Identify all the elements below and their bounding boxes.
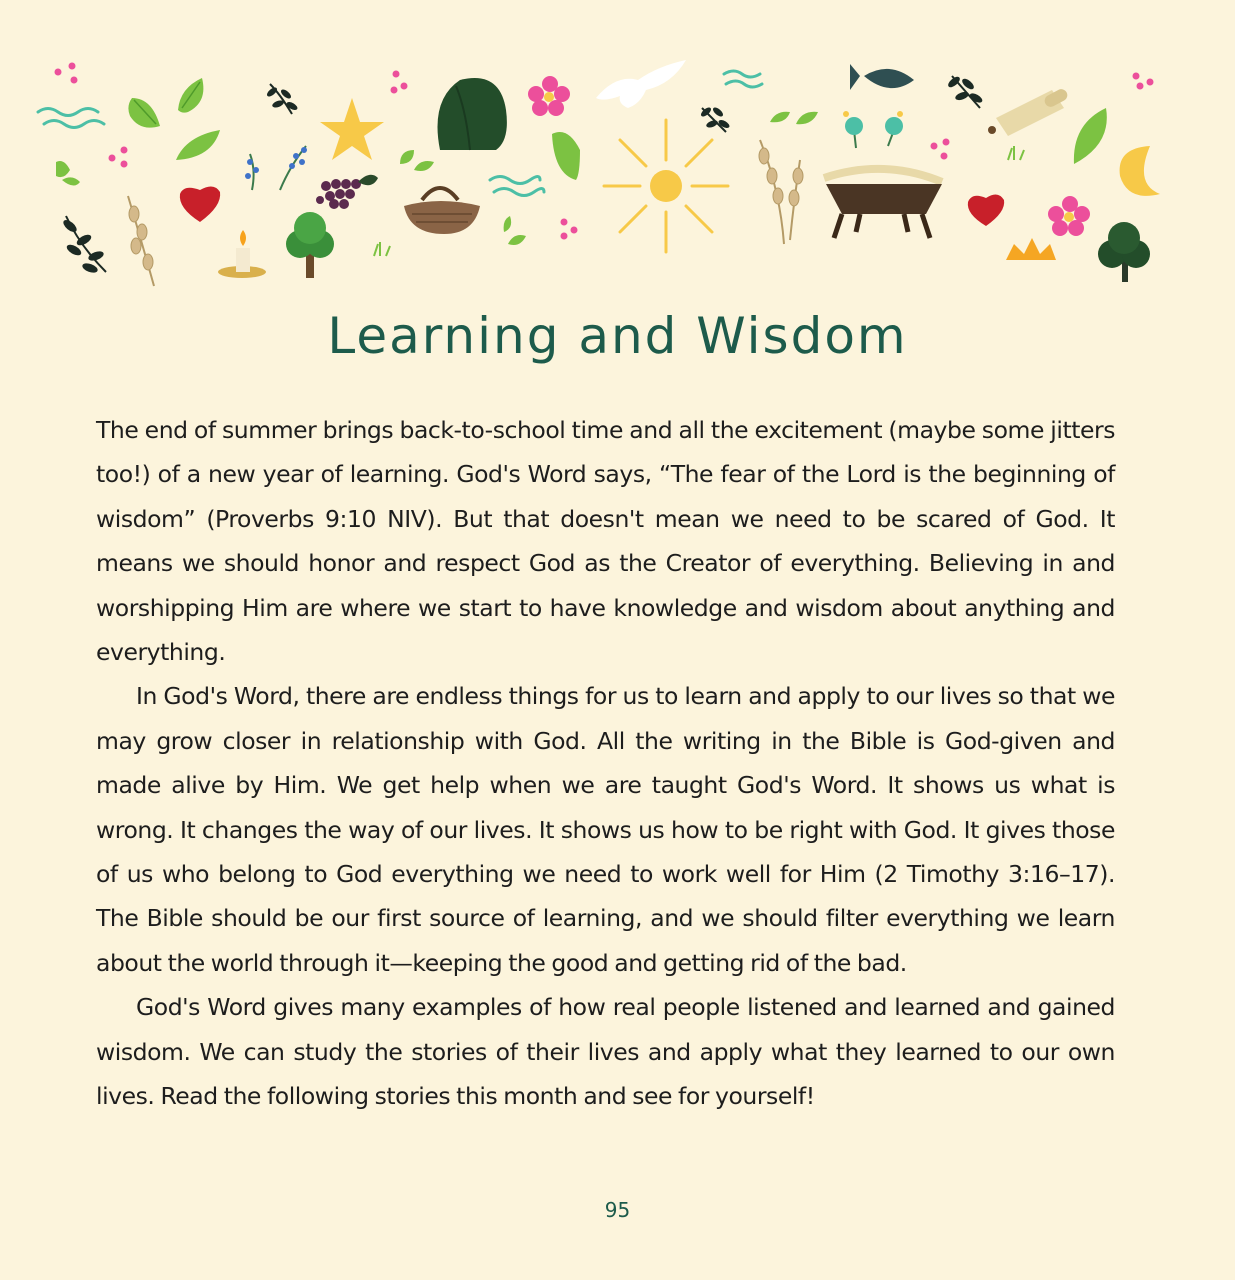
leaf-icon bbox=[176, 130, 220, 160]
sprig-icon bbox=[699, 106, 730, 132]
body-text bbox=[96, 408, 1115, 1119]
heart-icon bbox=[180, 186, 220, 222]
grapes-icon bbox=[316, 175, 378, 209]
paragraph: God's Word gives many examples of how real people listened and learned and gained wisdom. We can study the stories of their lives and apply what they learned to our own lives. Read the following stories this month and see for yourself! bbox=[96, 993, 1115, 1111]
leaf-icon bbox=[552, 132, 580, 180]
candle-icon bbox=[218, 230, 266, 278]
paragraph: The end of summer brings back-to-school time and all the excitement (maybe some jitters too!) of a new year of learning. God's Word says, “The fear of the Lord is the beginning of wisdom” (Proverbs 9:10 NIV). But that doesn't mean we need to be scared of God. It means we should honor and respect God as the Creator of everything. Believing in and worshipping Him are where we start to have knowledge and wisdom about anything and everything. bbox=[96, 416, 1115, 667]
flower-icon bbox=[1048, 196, 1090, 236]
moon-icon bbox=[1120, 146, 1160, 196]
crown-icon bbox=[1006, 238, 1056, 260]
wheat-icon bbox=[759, 140, 803, 244]
decorative-banner bbox=[0, 0, 1235, 300]
manger-icon bbox=[824, 169, 942, 238]
large-leaf-icon bbox=[438, 78, 507, 150]
leaf-icon bbox=[56, 161, 80, 186]
leaf-icon bbox=[178, 78, 203, 113]
star-icon bbox=[320, 98, 384, 160]
tree-icon bbox=[286, 212, 334, 278]
bud-icon bbox=[843, 111, 903, 148]
sun-icon bbox=[604, 120, 728, 252]
wave-icon bbox=[38, 109, 104, 128]
leaf-icon bbox=[1074, 108, 1107, 164]
sprig-icon bbox=[61, 216, 106, 274]
dove-icon bbox=[596, 60, 686, 108]
bud-icon bbox=[245, 146, 307, 190]
basket-icon bbox=[404, 188, 480, 234]
sprig-icon bbox=[265, 84, 298, 114]
page-number: 95 bbox=[604, 1198, 631, 1222]
paragraph: In God's Word, there are endless things for us to learn and apply to our lives so that we may grow closer in relationship with God. All the writing in the Bible is God-given and made alive by Him. We get help when we are taught God's Word. It shows us what is wrong. It changes the way of our lives. It shows us how to be right with God. It gives those of us who belong to God everything we need to work well for Him (2 Timothy 3:16–17). The Bible should be our first source of learning, and we should filter everything we learn about the world through it—keeping the good and getting rid of the bad. bbox=[96, 682, 1115, 977]
scroll-icon bbox=[988, 87, 1069, 136]
dots-icon bbox=[391, 71, 1154, 240]
sprig-icon bbox=[946, 75, 983, 108]
page-title: Learning and Wisdom bbox=[327, 307, 908, 365]
wheat-icon bbox=[128, 196, 154, 286]
dots-icon bbox=[55, 63, 78, 84]
dots-icon bbox=[109, 147, 128, 168]
tree-icon bbox=[1098, 222, 1150, 282]
leaf-icon bbox=[128, 98, 160, 128]
heart-icon bbox=[968, 194, 1004, 226]
fish-icon bbox=[850, 64, 914, 90]
flower-icon bbox=[528, 76, 570, 116]
